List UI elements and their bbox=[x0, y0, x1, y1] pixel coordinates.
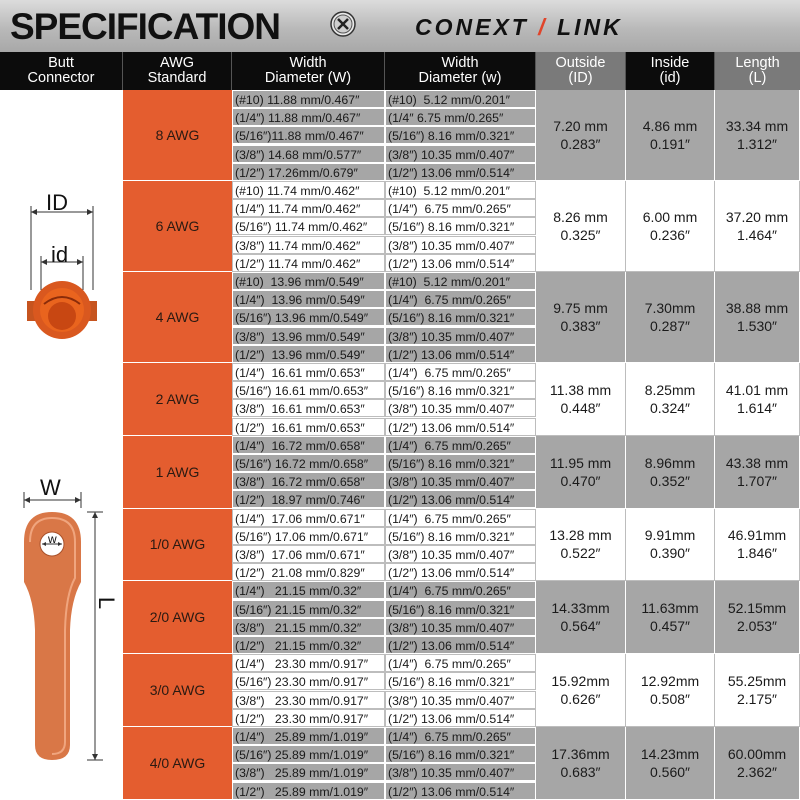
col-header-outside-line2: (ID) bbox=[568, 70, 593, 86]
inside-diameter-cell-value: 11.63mm bbox=[641, 600, 699, 617]
awg-label: 4/0 AWG bbox=[123, 727, 232, 800]
awg-label: 2 AWG bbox=[123, 363, 232, 436]
inside-diameter-cell-value: 0.508″ bbox=[650, 691, 690, 708]
inside-diameter-cell bbox=[626, 654, 715, 727]
outside-diameter-cell-value: 0.626″ bbox=[560, 691, 601, 708]
brand-name-right: LINK bbox=[557, 14, 623, 40]
width-W-cell: (5/16″) 16.72 mm/0.658″ bbox=[232, 454, 385, 472]
width-w-cell: (1/2″) 13.06 mm/0.514″ bbox=[385, 709, 536, 727]
col-header-awg-label: AWG Standard bbox=[147, 55, 207, 86]
awg-label: 4 AWG bbox=[123, 272, 232, 363]
length-cell-value: 1.312″ bbox=[737, 136, 777, 152]
outside-diameter-cell-value: 0.448″ bbox=[560, 399, 601, 416]
outside-diameter-cell-value: 17.36mm bbox=[551, 745, 610, 762]
width-w-cell: (1/2″) 13.06 mm/0.514″ bbox=[385, 636, 536, 654]
page-title: SPECIFICATION bbox=[10, 6, 280, 47]
awg-label: 2/0 AWG bbox=[123, 581, 232, 654]
width-w-cell: (5/16″) 8.16 mm/0.321″ bbox=[385, 126, 536, 144]
screw-icon bbox=[330, 11, 356, 37]
length-cell-value: 33.34 mm bbox=[725, 118, 789, 134]
width-w-cell: (1/4″) 6.75 mm/0.265″ bbox=[385, 727, 536, 745]
inside-diameter-cell-value: 4.86 mm bbox=[642, 118, 698, 134]
inside-diameter-cell-value: 0.236″ bbox=[650, 227, 690, 243]
width-w-cell: (3/8″) 10.35 mm/0.407″ bbox=[385, 327, 536, 345]
length-cell-value: 1.846″ bbox=[737, 545, 777, 562]
outside-diameter-cell-value: 11.38 mm bbox=[549, 381, 612, 398]
brand-name-left: CONEXT bbox=[415, 14, 529, 40]
outside-diameter-cell-value: 0.522″ bbox=[560, 545, 601, 562]
width-W-cell: (3/8″) 16.72 mm/0.658″ bbox=[232, 472, 385, 490]
col-header-length-line1: Length bbox=[735, 55, 780, 71]
length-cell-value: 55.25mm bbox=[727, 673, 787, 690]
width-W-cell: (1/4″) 11.88 mm/0.467″ bbox=[232, 108, 385, 126]
inside-diameter-cell bbox=[626, 272, 715, 363]
width-w-cell: (1/4″) 6.75 mm/0.265″ bbox=[385, 199, 536, 217]
width-w-cell: (3/8″) 10.35 mm/0.407″ bbox=[385, 472, 536, 490]
outside-diameter-cell-value: 0.564″ bbox=[560, 618, 601, 635]
width-w-cell: (1/4″) 6.75 mm/0.265″ bbox=[385, 654, 536, 672]
width-w-cell: (1/2″) 13.06 mm/0.514″ bbox=[385, 563, 536, 581]
inside-diameter-cell-value: 0.352″ bbox=[650, 472, 690, 489]
col-header-inside-line2: (id) bbox=[659, 70, 681, 86]
col-header-width-big-line2: Diameter (W) bbox=[264, 70, 352, 86]
width-W-cell: (1/4″) 16.61 mm/0.653″ bbox=[232, 363, 385, 381]
width-w-cell: (3/8″) 10.35 mm/0.407″ bbox=[385, 545, 536, 563]
inside-diameter-cell-value: 0.191″ bbox=[650, 136, 690, 152]
length-cell bbox=[715, 581, 800, 654]
awg-label: 8 AWG bbox=[123, 90, 232, 181]
width-w-cell: (3/8″) 10.35 mm/0.407″ bbox=[385, 236, 536, 254]
outside-diameter-cell-value: 0.383″ bbox=[560, 318, 601, 334]
width-w-cell: (1/2″) 13.06 mm/0.514″ bbox=[385, 490, 536, 508]
length-cell-value: 37.20 mm bbox=[725, 209, 789, 225]
col-header-outside-line1: Outside bbox=[555, 55, 606, 71]
width-w-cell: (1/4″ 6.75 mm/0.265″ bbox=[385, 108, 536, 126]
col-header-butt bbox=[0, 52, 123, 90]
length-cell-value: 38.88 mm bbox=[725, 300, 789, 316]
outside-diameter-cell bbox=[536, 509, 626, 582]
width-W-cell: (1/4″) 11.74 mm/0.462″ bbox=[232, 199, 385, 217]
width-W-cell: (3/8″) 11.74 mm/0.462″ bbox=[232, 236, 385, 254]
inside-diameter-cell-value: 0.457″ bbox=[650, 618, 690, 635]
length-cell bbox=[715, 272, 800, 363]
width-w-cell: (5/16″) 8.16 mm/0.321″ bbox=[385, 527, 536, 545]
width-w-cell: (5/16″) 8.16 mm/0.321″ bbox=[385, 454, 536, 472]
inside-diameter-cell-value: 9.91mm bbox=[644, 527, 696, 544]
width-W-cell: (#10) 11.88 mm/0.467″ bbox=[232, 90, 385, 108]
width-w-cell: (5/16″) 8.16 mm/0.321″ bbox=[385, 381, 536, 399]
col-header-width-small bbox=[385, 52, 536, 90]
col-header-inside-line1: Inside bbox=[650, 55, 690, 71]
outside-diameter-cell-value: 0.683″ bbox=[560, 763, 601, 780]
length-cell-value: 43.38 mm bbox=[725, 454, 789, 471]
inside-diameter-cell bbox=[626, 436, 715, 509]
width-w-cell: (#10) 5.12 mm/0.201″ bbox=[385, 181, 536, 199]
width-w-cell: (1/4″) 6.75 mm/0.265″ bbox=[385, 436, 536, 454]
length-cell bbox=[715, 509, 800, 582]
width-W-cell: (1/2″) 11.74 mm/0.462″ bbox=[232, 254, 385, 272]
width-W-cell: (1/2″) 21.08 mm/0.829″ bbox=[232, 563, 385, 581]
header-bar bbox=[0, 0, 800, 52]
inside-diameter-cell bbox=[626, 90, 715, 181]
col-header-width-big-line1: Width bbox=[289, 55, 327, 71]
outside-diameter-cell bbox=[536, 727, 626, 800]
width-W-cell: (3/8″) 25.89 mm/1.019″ bbox=[232, 763, 385, 781]
length-cell-value: 1.707″ bbox=[737, 472, 777, 489]
awg-label: 6 AWG bbox=[123, 181, 232, 272]
dim-label-w: w bbox=[48, 532, 57, 546]
width-W-cell: (#10) 13.96 mm/0.549″ bbox=[232, 272, 385, 290]
length-cell-value: 2.053″ bbox=[737, 618, 777, 635]
width-W-cell: (1/4″) 16.72 mm/0.658″ bbox=[232, 436, 385, 454]
width-W-cell: (5/16″) 13.96 mm/0.549″ bbox=[232, 308, 385, 326]
outside-diameter-cell bbox=[536, 654, 626, 727]
width-W-cell: (3/8″) 14.68 mm/0.577″ bbox=[232, 145, 385, 163]
width-W-cell: (3/8″) 13.96 mm/0.549″ bbox=[232, 327, 385, 345]
width-w-cell: (1/4″) 6.75 mm/0.265″ bbox=[385, 363, 536, 381]
width-w-cell: (1/4″) 6.75 mm/0.265″ bbox=[385, 581, 536, 599]
dim-label-id: id bbox=[51, 242, 69, 267]
width-W-cell: (1/4″) 21.15 mm/0.32″ bbox=[232, 581, 385, 599]
inside-diameter-cell-value: 6.00 mm bbox=[642, 209, 698, 225]
outside-diameter-cell-value: 8.26 mm bbox=[553, 209, 608, 225]
width-W-cell: (5/16″)11.88 mm/0.467″ bbox=[232, 126, 385, 144]
width-W-cell: (#10) 11.74 mm/0.462″ bbox=[232, 181, 385, 199]
outside-diameter-cell-value: 11.95 mm bbox=[549, 454, 612, 471]
length-cell-value: 2.362″ bbox=[737, 763, 777, 780]
width-W-cell: (5/16″) 23.30 mm/0.917″ bbox=[232, 672, 385, 690]
length-cell-value: 1.464″ bbox=[737, 227, 777, 243]
width-w-cell: (#10) 5.12 mm/0.201″ bbox=[385, 272, 536, 290]
width-W-cell: (5/16″) 25.89 mm/1.019″ bbox=[232, 745, 385, 763]
lug-side-view-diagram bbox=[0, 470, 123, 790]
outside-diameter-cell-value: 0.283″ bbox=[560, 136, 601, 152]
length-cell-value: 1.530″ bbox=[737, 318, 777, 334]
width-w-cell: (3/8″) 10.35 mm/0.407″ bbox=[385, 145, 536, 163]
col-header-awg bbox=[123, 52, 232, 90]
width-w-cell: (1/2″) 13.06 mm/0.514″ bbox=[385, 163, 536, 181]
outside-diameter-cell bbox=[536, 181, 626, 272]
width-w-cell: (1/2″) 13.06 mm/0.514″ bbox=[385, 418, 536, 436]
inside-diameter-cell-value: 8.25mm bbox=[644, 381, 696, 398]
length-cell bbox=[715, 654, 800, 727]
awg-label: 1/0 AWG bbox=[123, 509, 232, 582]
width-W-cell: (1/2″) 16.61 mm/0.653″ bbox=[232, 418, 385, 436]
outside-diameter-cell-value: 15.92mm bbox=[551, 673, 610, 690]
inside-diameter-cell bbox=[626, 363, 715, 436]
awg-label: 1 AWG bbox=[123, 436, 232, 509]
inside-diameter-cell-value: 7.30mm bbox=[644, 300, 696, 316]
width-W-cell: (1/4″) 17.06 mm/0.671″ bbox=[232, 509, 385, 527]
length-cell bbox=[715, 181, 800, 272]
width-W-cell: (5/16″) 21.15 mm/0.32″ bbox=[232, 600, 385, 618]
awg-label: 3/0 AWG bbox=[123, 654, 232, 727]
outside-diameter-cell-value: 14.33mm bbox=[551, 600, 610, 617]
width-W-cell: (1/2″) 17.26mm/0.679″ bbox=[232, 163, 385, 181]
length-cell-value: 52.15mm bbox=[727, 600, 787, 617]
col-header-outside bbox=[536, 52, 626, 90]
width-w-cell: (3/8″) 10.35 mm/0.407″ bbox=[385, 763, 536, 781]
width-w-cell: (1/2″) 13.06 mm/0.514″ bbox=[385, 345, 536, 363]
width-W-cell: (1/2″) 18.97 mm/0.746″ bbox=[232, 490, 385, 508]
width-w-cell: (1/2″) 13.06 mm/0.514″ bbox=[385, 254, 536, 272]
inside-diameter-cell-value: 14.23mm bbox=[640, 745, 700, 762]
inside-diameter-cell-value: 0.287″ bbox=[650, 318, 690, 334]
length-cell-value: 1.614″ bbox=[737, 399, 777, 416]
width-w-cell: (#10) 5.12 mm/0.201″ bbox=[385, 90, 536, 108]
outside-diameter-cell-value: 7.20 mm bbox=[553, 118, 608, 134]
outside-diameter-cell-value: 9.75 mm bbox=[553, 300, 608, 316]
width-W-cell: (5/16″) 16.61 mm/0.653″ bbox=[232, 381, 385, 399]
brand-logo bbox=[415, 14, 623, 41]
dim-label-ID: ID bbox=[46, 190, 68, 215]
inside-diameter-cell-value: 8.96mm bbox=[644, 454, 696, 471]
width-w-cell: (1/4″) 6.75 mm/0.265″ bbox=[385, 290, 536, 308]
col-header-width-small-line1: Width bbox=[441, 55, 479, 71]
width-w-cell: (5/16″) 8.16 mm/0.321″ bbox=[385, 672, 536, 690]
inside-diameter-cell-value: 0.560″ bbox=[650, 763, 690, 780]
connector-illustrations bbox=[0, 90, 123, 800]
width-w-cell: (5/16″) 8.16 mm/0.321″ bbox=[385, 217, 536, 235]
width-W-cell: (1/4″) 13.96 mm/0.549″ bbox=[232, 290, 385, 308]
width-W-cell: (3/8″) 16.61 mm/0.653″ bbox=[232, 399, 385, 417]
width-w-cell: (5/16″) 8.16 mm/0.321″ bbox=[385, 600, 536, 618]
length-cell-value: 60.00mm bbox=[727, 745, 787, 762]
width-W-cell: (5/16″) 17.06 mm/0.671″ bbox=[232, 527, 385, 545]
outside-diameter-cell bbox=[536, 436, 626, 509]
outside-diameter-cell bbox=[536, 90, 626, 181]
col-header-width-small-line2: Diameter (w) bbox=[418, 70, 502, 86]
width-W-cell: (1/2″) 21.15 mm/0.32″ bbox=[232, 636, 385, 654]
width-W-cell: (1/2″) 25.89 mm/1.019″ bbox=[232, 782, 385, 800]
brand-slash-icon: / bbox=[528, 14, 558, 40]
length-cell bbox=[715, 727, 800, 800]
inside-diameter-cell-value: 0.324″ bbox=[650, 399, 690, 416]
width-W-cell: (1/4″) 25.89 mm/1.019″ bbox=[232, 727, 385, 745]
inside-diameter-cell-value: 0.390″ bbox=[650, 545, 690, 562]
outside-diameter-cell-value: 0.325″ bbox=[560, 227, 601, 243]
width-W-cell: (1/2″) 23.30 mm/0.917″ bbox=[232, 709, 385, 727]
inside-diameter-cell bbox=[626, 581, 715, 654]
width-w-cell: (1/4″) 6.75 mm/0.265″ bbox=[385, 509, 536, 527]
width-W-cell: (3/8″) 21.15 mm/0.32″ bbox=[232, 618, 385, 636]
inside-diameter-cell bbox=[626, 509, 715, 582]
col-header-inside bbox=[626, 52, 715, 90]
outside-diameter-cell-value: 13.28 mm bbox=[549, 527, 612, 544]
length-cell bbox=[715, 436, 800, 509]
width-w-cell: (1/2″) 13.06 mm/0.514″ bbox=[385, 782, 536, 800]
col-header-length-line2: (L) bbox=[748, 70, 767, 86]
width-w-cell: (3/8″) 10.35 mm/0.407″ bbox=[385, 691, 536, 709]
length-cell-value: 46.91mm bbox=[727, 527, 787, 544]
width-W-cell: (1/2″) 13.96 mm/0.549″ bbox=[232, 345, 385, 363]
width-W-cell: (3/8″) 17.06 mm/0.671″ bbox=[232, 545, 385, 563]
dim-label-W: W bbox=[40, 475, 61, 500]
outside-diameter-cell bbox=[536, 272, 626, 363]
width-W-cell: (3/8″) 23.30 mm/0.917″ bbox=[232, 691, 385, 709]
width-W-cell: (1/4″) 23.30 mm/0.917″ bbox=[232, 654, 385, 672]
length-cell bbox=[715, 363, 800, 436]
length-cell bbox=[715, 90, 800, 181]
width-w-cell: (5/16″) 8.16 mm/0.321″ bbox=[385, 745, 536, 763]
width-w-cell: (3/8″) 10.35 mm/0.407″ bbox=[385, 399, 536, 417]
outside-diameter-cell bbox=[536, 363, 626, 436]
length-cell-value: 2.175″ bbox=[737, 691, 777, 708]
inside-diameter-cell-value: 12.92mm bbox=[640, 673, 700, 690]
width-w-cell: (3/8″) 10.35 mm/0.407″ bbox=[385, 618, 536, 636]
width-w-cell: (5/16″) 8.16 mm/0.321″ bbox=[385, 308, 536, 326]
length-cell-value: 41.01 mm bbox=[725, 381, 789, 398]
outside-diameter-cell bbox=[536, 581, 626, 654]
col-header-butt-label: Butt Connector bbox=[27, 55, 95, 86]
inside-diameter-cell bbox=[626, 727, 715, 800]
outside-diameter-cell-value: 0.470″ bbox=[560, 472, 601, 489]
inside-diameter-cell bbox=[626, 181, 715, 272]
dim-label-L: L bbox=[94, 596, 120, 610]
col-header-width-big bbox=[232, 52, 385, 90]
col-header-length bbox=[715, 52, 800, 90]
width-W-cell: (5/16″) 11.74 mm/0.462″ bbox=[232, 217, 385, 235]
